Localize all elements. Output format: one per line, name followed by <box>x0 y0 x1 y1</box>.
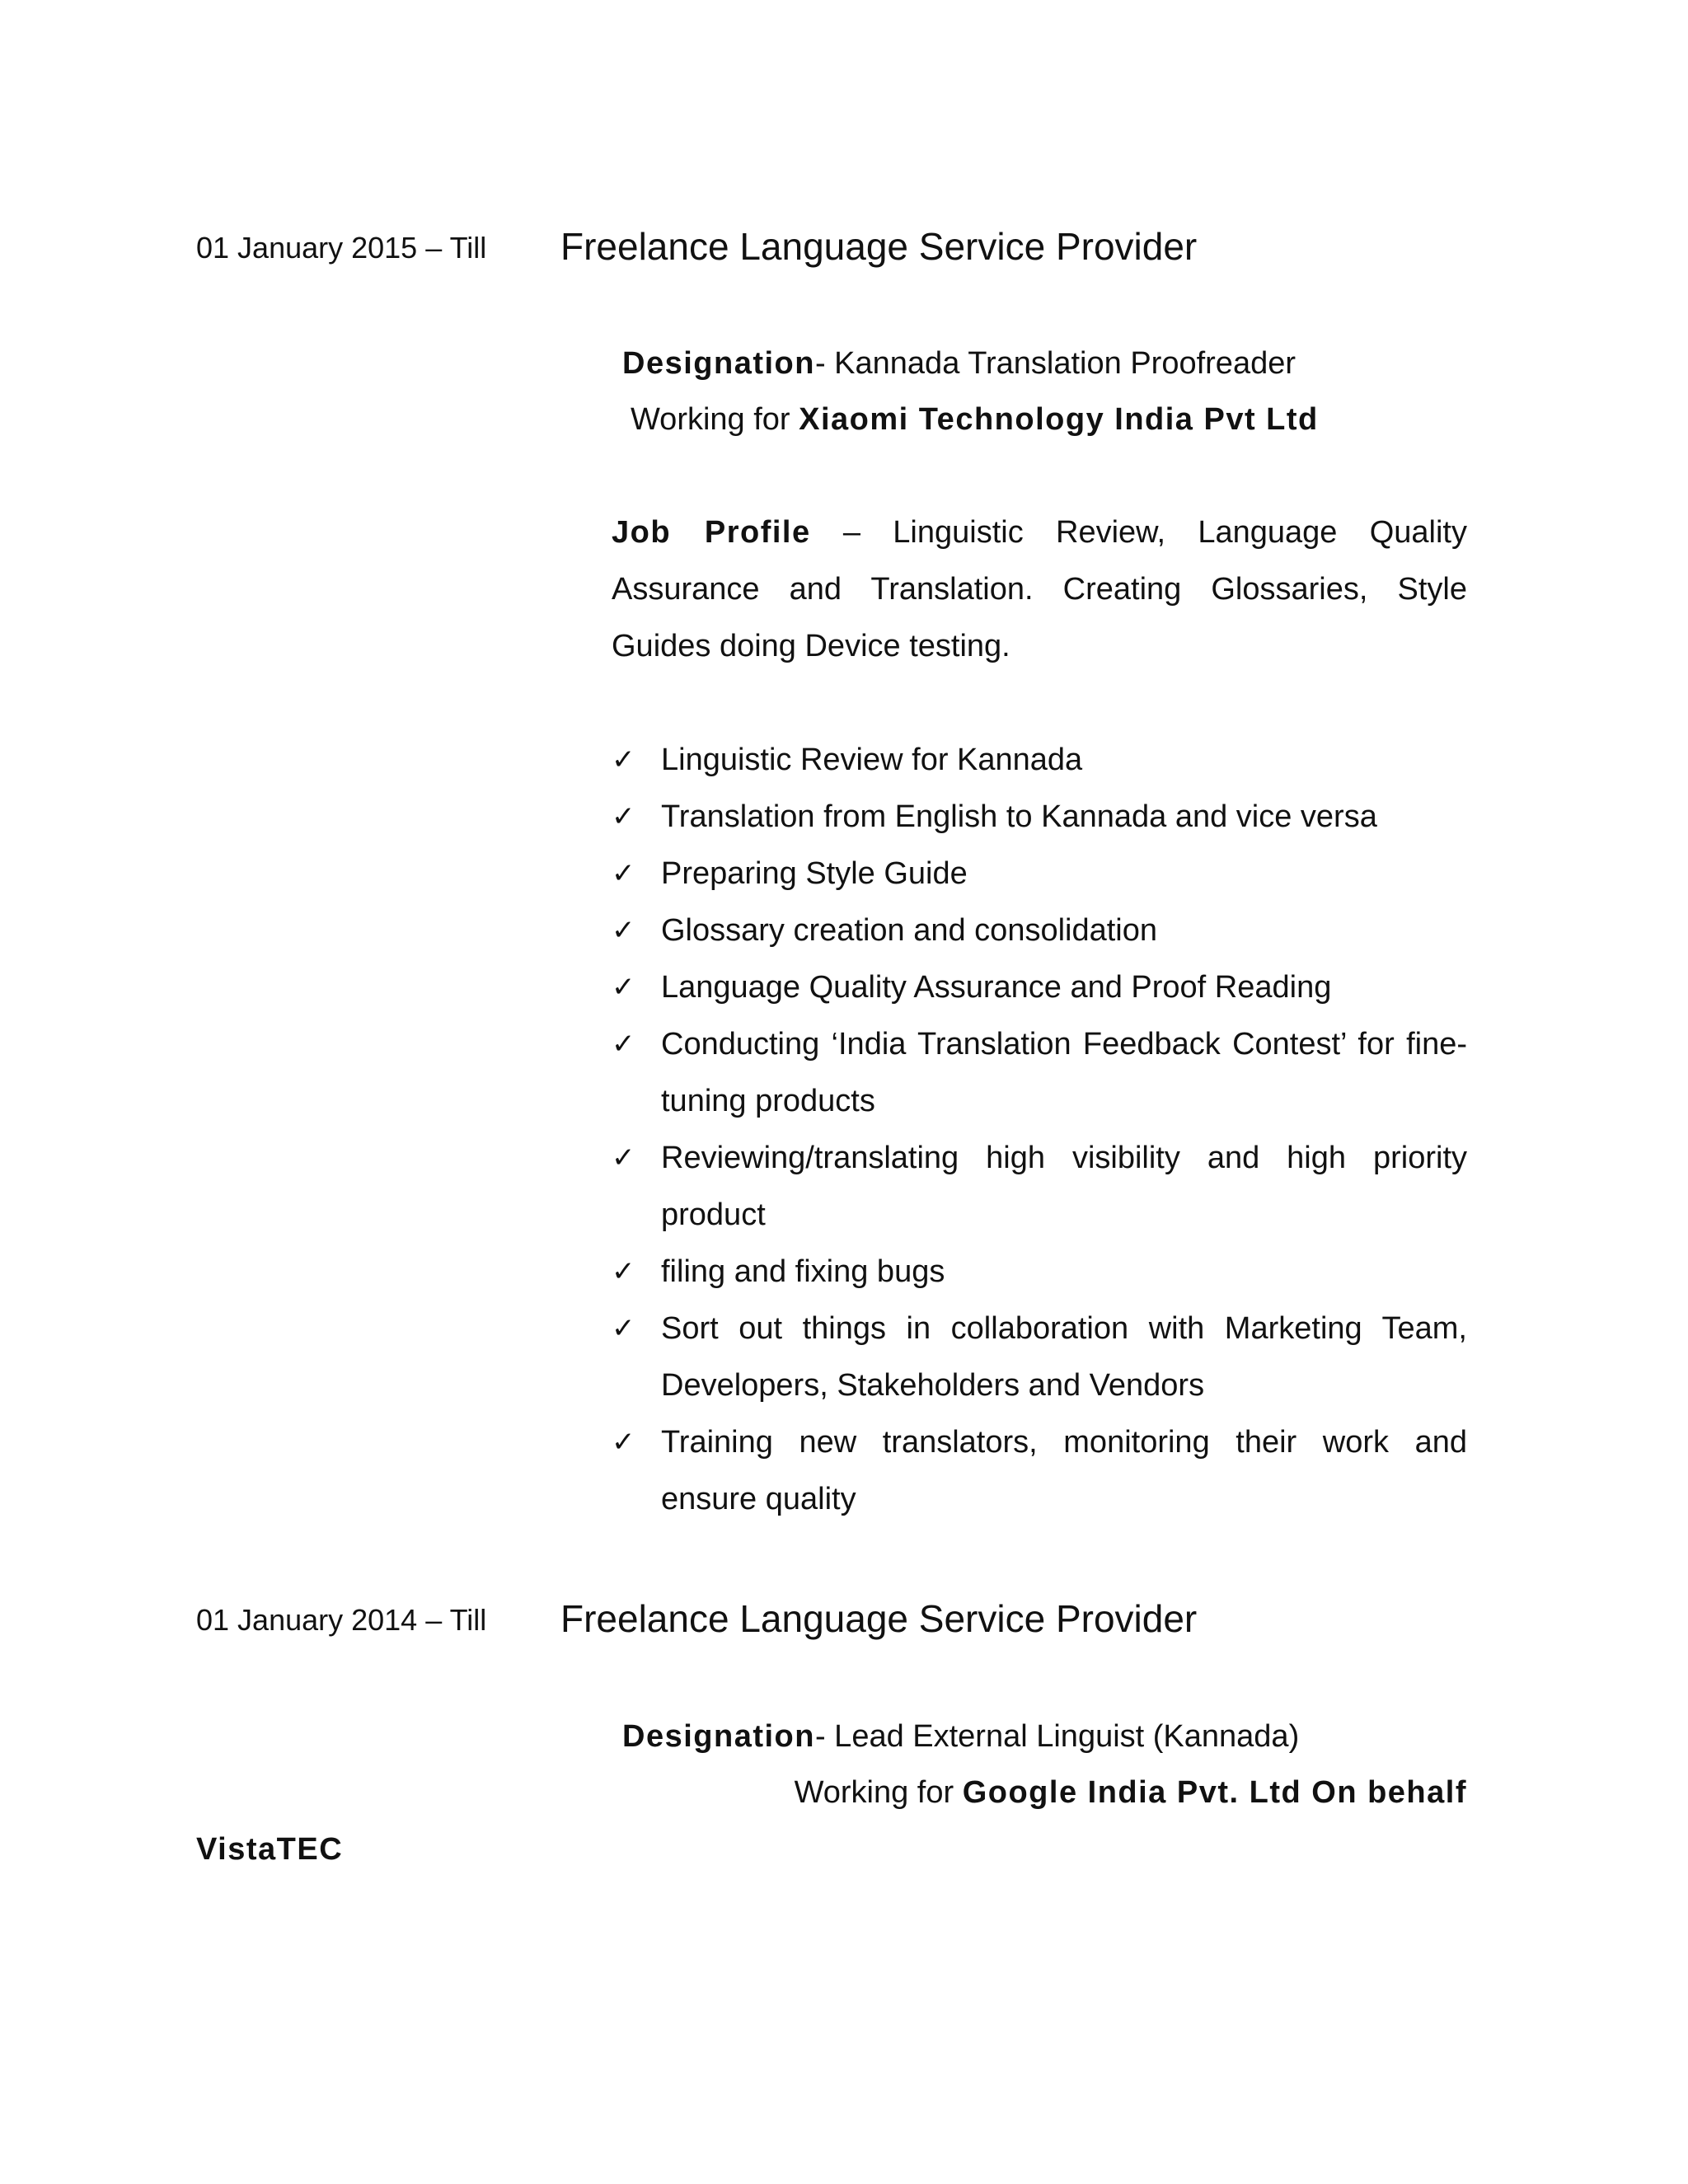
list-item <box>612 732 1467 789</box>
duty-text: Training new translators, monitoring their work and ensure quality <box>661 1425 1467 1516</box>
list-item <box>612 846 1467 902</box>
checkmark-icon: ✓ <box>612 800 635 833</box>
working-for-prefix: Working for <box>631 402 799 437</box>
duty-text: Reviewing/translating high visibility and high priority product <box>661 1141 1467 1232</box>
company-name: Google India Pvt. Ltd On behalf <box>962 1775 1467 1810</box>
duty-text: Preparing Style Guide <box>661 856 968 891</box>
list-item <box>612 1301 1467 1414</box>
company-name-continued: VistaTEC <box>196 1832 344 1867</box>
list-item <box>612 1244 1467 1301</box>
list-item <box>612 789 1467 846</box>
checkmark-icon: ✓ <box>612 1426 635 1459</box>
duty-text: filing and fixing bugs <box>661 1254 945 1289</box>
entry-1-working-for <box>631 402 1319 438</box>
list-item <box>612 1016 1467 1130</box>
checkmark-icon: ✓ <box>612 1312 635 1345</box>
duties-list <box>612 732 1467 1528</box>
checkmark-icon: ✓ <box>612 971 635 1004</box>
entry-1-designation <box>622 346 1296 382</box>
designation-label: Designation <box>622 1719 815 1754</box>
list-item <box>612 902 1467 959</box>
duty-text: Glossary creation and consolidation <box>661 913 1158 948</box>
entry-1-job-title: Freelance Language Service Provider <box>560 225 1198 268</box>
checkmark-icon: ✓ <box>612 1141 635 1174</box>
duty-text: Sort out things in collaboration with Marketing Team, Developers, Stakeholders and Vendors <box>661 1311 1467 1403</box>
checkmark-icon: ✓ <box>612 857 635 890</box>
entry-1-job-profile <box>612 504 1467 675</box>
list-item <box>612 959 1467 1016</box>
company-name: Xiaomi Technology India Pvt Ltd <box>799 402 1319 437</box>
duty-text: Linguistic Review for Kannada <box>661 743 1083 777</box>
checkmark-icon: ✓ <box>612 1028 635 1061</box>
job-profile-text: – Linguistic Review, Language Quality Assurance and Translation. Creating Glossaries, Style Guides doing Device testing. <box>612 515 1467 663</box>
duty-text: Language Quality Assurance and Proof Reading <box>661 970 1332 1005</box>
designation-label: Designation <box>622 346 815 381</box>
list-item <box>612 1130 1467 1244</box>
entry-2-date: 01 January 2014 – Till <box>196 1603 487 1637</box>
entry-2-working-for <box>795 1775 1467 1811</box>
duty-text: Translation from English to Kannada and vice versa <box>661 799 1377 834</box>
entry-2-job-title: Freelance Language Service Provider <box>560 1597 1198 1640</box>
checkmark-icon: ✓ <box>612 914 635 947</box>
entry-1-date: 01 January 2015 – Till <box>196 231 487 265</box>
checkmark-icon: ✓ <box>612 1255 635 1288</box>
checkmark-icon: ✓ <box>612 743 635 776</box>
duty-text: Conducting ‘India Translation Feedback Contest’ for fine-tuning products <box>661 1027 1467 1118</box>
list-item <box>612 1414 1467 1528</box>
designation-value: - Lead External Linguist (Kannada) <box>814 1719 1300 1754</box>
job-profile-label: Job Profile <box>612 515 811 550</box>
working-for-prefix: Working for <box>794 1775 963 1810</box>
entry-2-designation <box>622 1719 1299 1755</box>
designation-value: - Kannada Translation Proofreader <box>814 346 1296 381</box>
